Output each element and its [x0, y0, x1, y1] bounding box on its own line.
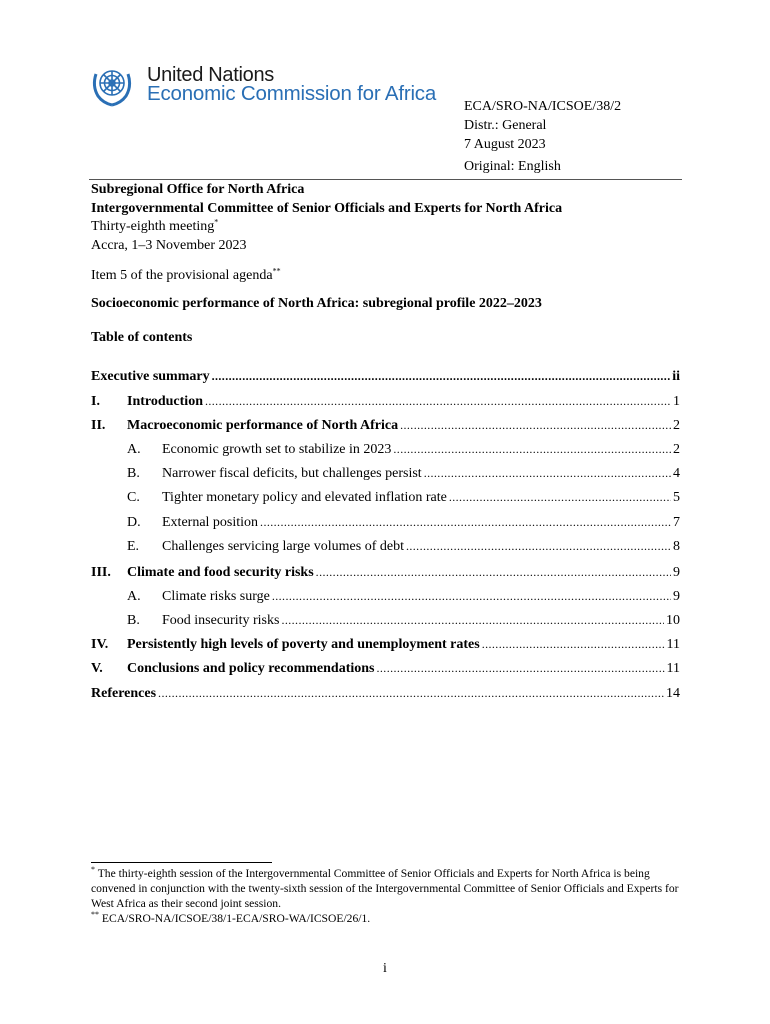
toc-label: Conclusions and policy recommendations [127, 661, 375, 676]
toc-page: 8 [673, 539, 680, 554]
footnote-mark: * [214, 217, 219, 227]
toc-entry[interactable] [91, 565, 680, 583]
toc-leader [281, 613, 664, 629]
meeting-block [91, 181, 562, 255]
footnote-separator [91, 862, 272, 863]
toc-number: V. [91, 661, 103, 676]
toc-label: Persistently high levels of poverty and unemployment rates [127, 637, 480, 652]
toc-entry[interactable] [91, 661, 680, 679]
toc-leader [406, 539, 671, 555]
toc-entry[interactable] [91, 637, 680, 655]
eca-logo [89, 62, 444, 112]
toc-page: 1 [673, 394, 680, 409]
footnote-2 [91, 911, 681, 926]
logo-line-eca: Economic Commission for Africa [147, 82, 437, 105]
toc-page: 9 [673, 565, 680, 580]
toc-page: 10 [666, 613, 680, 628]
toc-page: 7 [673, 515, 680, 530]
toc-leader [272, 589, 671, 605]
original-language: Original: English [464, 159, 561, 174]
session-name: Thirty-eighth meeting [91, 219, 215, 234]
toc-leader [205, 394, 671, 410]
toc-label: Introduction [127, 394, 203, 409]
page-number: i [383, 961, 387, 976]
toc-entry[interactable] [91, 418, 680, 436]
logo-line-un: United Nations [147, 64, 274, 86]
toc-leader [260, 515, 671, 531]
toc-leader [316, 565, 671, 581]
toc-number: E. [127, 539, 140, 554]
location-date: Accra, 1–3 November 2023 [91, 237, 247, 253]
toc-page: 14 [666, 686, 680, 701]
committee-name: Intergovernmental Committee of Senior Officials and Experts for North Africa [91, 200, 563, 216]
toc-entry[interactable] [127, 515, 680, 533]
footnote-1 [91, 866, 681, 911]
toc-label: Challenges servicing large volumes of debt [162, 539, 404, 554]
toc-label: Climate and food security risks [127, 565, 314, 580]
toc-number: A. [127, 442, 141, 457]
agenda-item-text: Item 5 of the provisional agenda [91, 268, 273, 283]
toc-page: 4 [673, 466, 680, 481]
toc-leader [400, 418, 671, 434]
office-name: Subregional Office for North Africa [91, 182, 305, 197]
toc-page: 5 [673, 490, 680, 505]
toc-entry[interactable] [127, 589, 680, 607]
toc-entry[interactable] [127, 442, 680, 460]
toc-entry[interactable] [91, 394, 680, 412]
toc-number: B. [127, 613, 140, 628]
toc-entry[interactable] [127, 466, 680, 484]
toc-leader [449, 490, 671, 506]
toc-label: References [91, 686, 157, 701]
toc-leader [158, 686, 664, 702]
toc-entry[interactable] [127, 613, 680, 631]
toc-number: III. [91, 565, 111, 580]
document-symbol: ECA/SRO-NA/ICSOE/38/2 [464, 99, 622, 114]
toc-entry[interactable] [91, 686, 680, 704]
footnote-mark: ** [91, 910, 99, 920]
toc-label: External position [162, 515, 259, 530]
toc-number: D. [127, 515, 141, 530]
toc-leader [482, 637, 665, 653]
toc-label: Climate risks surge [162, 589, 270, 604]
toc-page: 2 [673, 442, 680, 457]
toc-label: Executive summary [91, 369, 210, 384]
toc-number: IV. [91, 637, 109, 652]
document-symbol-block [464, 97, 621, 154]
toc-label: Narrower fiscal deficits, but challenges persist [162, 466, 422, 481]
toc-number: B. [127, 466, 140, 481]
toc-entry[interactable] [127, 490, 680, 508]
toc-entry[interactable] [91, 369, 680, 387]
toc-page: 2 [673, 418, 680, 433]
session-line [91, 218, 562, 237]
distribution: Distr.: General [464, 118, 547, 133]
toc-page: 9 [673, 589, 680, 604]
footnotes [91, 866, 681, 926]
un-emblem-icon [89, 62, 135, 108]
toc-leader [212, 369, 671, 385]
toc-leader [393, 442, 671, 458]
toc-leader [377, 661, 665, 677]
agenda-item [91, 268, 281, 284]
toc-label: Economic growth set to stabilize in 2023 [162, 442, 392, 457]
footnote-mark: ** [272, 266, 281, 276]
footnote-text: ECA/SRO-NA/ICSOE/38/1-ECA/SRO-WA/ICSOE/26/1. [101, 912, 371, 925]
header-rule [89, 179, 682, 180]
toc-number: I. [91, 394, 100, 409]
document-date: 7 August 2023 [464, 137, 546, 152]
toc-leader [424, 466, 671, 482]
toc-label: Tighter monetary policy and elevated inflation rate [162, 490, 447, 505]
toc-page: 11 [666, 661, 680, 676]
toc-page: 11 [666, 637, 680, 652]
toc-number: II. [91, 418, 106, 433]
footnote-mark: * [91, 865, 95, 875]
toc-entry[interactable] [127, 539, 680, 557]
document-title: Socioeconomic performance of North Africa: subregional profile 2022–2023 [91, 296, 542, 311]
toc-label: Food insecurity risks [162, 613, 280, 628]
toc-heading: Table of contents [91, 330, 193, 345]
toc-number: A. [127, 589, 141, 604]
toc-page: ii [672, 369, 680, 384]
footnote-text: The thirty-eighth session of the Intergovernmental Committee of Senior Officials and Experts for North Africa is being convened in conjunction with the twenty-sixth session of the Intergovernmental Committee of Senior Officials and Experts for West Africa as their second joint session. [91, 867, 679, 910]
toc-label: Macroeconomic performance of North Africa [127, 418, 399, 433]
toc-number: C. [127, 490, 140, 505]
